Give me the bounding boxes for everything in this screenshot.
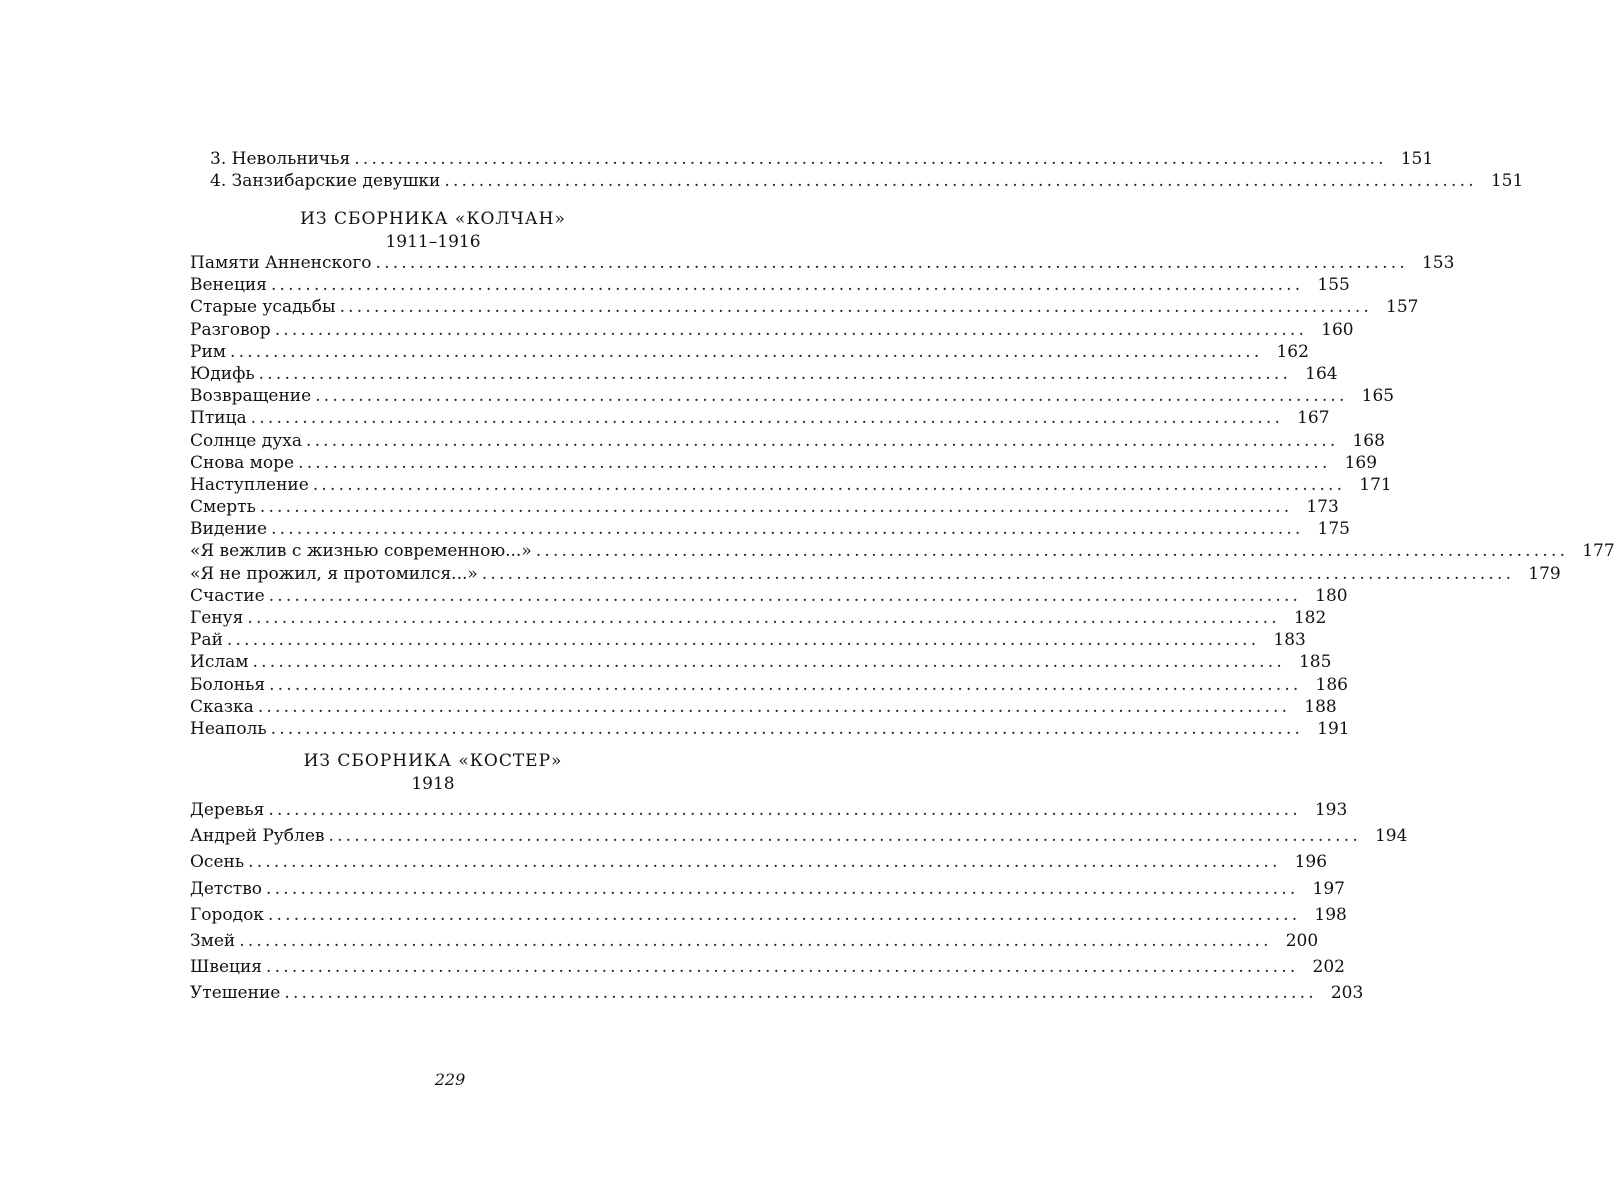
toc-entry-title: Ислам <box>190 652 249 673</box>
leader-dots: ........................................................................................................................ <box>375 253 1408 273</box>
toc-entry-page: 153 <box>1421 253 1455 273</box>
toc-entry-title: Детство <box>190 878 263 899</box>
leader-dots: ........................................................................................................................ <box>339 297 1373 318</box>
toc-entry-title: Швеция <box>190 957 263 978</box>
leader-dots: ........................................................................................................................ <box>267 904 1301 925</box>
leader-dots: ........................................................................................................................ <box>226 630 1260 651</box>
toc-entry-page: 177 <box>1582 541 1615 562</box>
toc-entry <box>190 607 1327 629</box>
toc-entry-page: 160 <box>1321 319 1354 340</box>
leader-dots: ........................................................................................................................ <box>247 608 1280 628</box>
toc-entry <box>190 430 1385 452</box>
toc-entry-title: Разговор <box>190 319 271 340</box>
toc-section-kolchan <box>190 252 1615 740</box>
leader-dots: ........................................................................................................................ <box>248 852 1281 873</box>
toc-entry-title: Наступление <box>190 474 309 495</box>
toc-entry <box>190 319 1354 341</box>
toc-entry-page: 180 <box>1315 585 1348 606</box>
section-years: 1911–1916 <box>385 232 481 252</box>
leader-dots: ........................................................................................................................ <box>535 541 1569 562</box>
toc-entry <box>190 341 1309 363</box>
toc-entry-title: Рай <box>190 630 223 651</box>
toc-entry-page: 165 <box>1361 386 1395 407</box>
leader-dots: ........................................................................................................................ <box>354 149 1387 169</box>
toc-continuation <box>190 148 1524 192</box>
toc-entry <box>190 902 1347 928</box>
toc-entry-page: 198 <box>1314 904 1347 925</box>
toc-entry-page: 171 <box>1359 474 1392 495</box>
toc-entry-page: 191 <box>1317 718 1350 739</box>
leader-dots: ........................................................................................................................ <box>315 386 1348 407</box>
toc-entry-page: 203 <box>1330 983 1364 1004</box>
toc-entry <box>190 407 1330 429</box>
toc-entry-title: Видение <box>190 519 268 540</box>
toc-entry-page: 183 <box>1273 630 1306 651</box>
toc-entry-page: 186 <box>1315 674 1348 695</box>
leader-dots: ........................................................................................................................ <box>239 930 1272 951</box>
toc-entry-page: 151 <box>1490 171 1524 192</box>
toc-entry-title: Рим <box>190 341 226 362</box>
toc-entry <box>190 540 1615 562</box>
leader-dots: ........................................................................................................................ <box>305 430 1339 451</box>
toc-entry-title: Андрей Рублев <box>190 826 325 847</box>
toc-entry <box>190 696 1337 718</box>
leader-dots: ........................................................................................................................ <box>270 718 1304 739</box>
toc-entry <box>190 563 1561 585</box>
leader-dots: ........................................................................................................................ <box>252 652 1285 673</box>
toc-entry <box>190 274 1350 296</box>
leader-dots: ........................................................................................................................ <box>250 408 1284 429</box>
leader-dots: ........................................................................................................................ <box>444 171 1477 192</box>
toc-entry-page: 185 <box>1298 652 1332 673</box>
toc-entry <box>190 518 1350 540</box>
toc-entry <box>190 718 1350 740</box>
toc-entry-title: Деревья <box>190 800 265 820</box>
toc-entry <box>190 585 1348 607</box>
leader-dots: ........................................................................................................................ <box>257 696 1291 717</box>
toc-entry <box>190 629 1306 651</box>
toc-entry <box>190 148 1434 170</box>
toc-entry-page: 182 <box>1293 608 1327 628</box>
toc-entry-title: «Я не прожил, я протомился...» <box>190 563 478 584</box>
leader-dots: ........................................................................................................................ <box>312 474 1346 495</box>
section-years: 1918 <box>411 774 455 794</box>
toc-entry <box>190 170 1524 192</box>
toc-entry <box>190 474 1392 496</box>
toc-entry-page: 157 <box>1386 297 1419 318</box>
leader-dots: ........................................................................................................................ <box>328 826 1361 847</box>
toc-entry <box>190 296 1419 318</box>
toc-entry-title: Городок <box>190 904 264 925</box>
toc-entry-title: Смерть <box>190 497 256 518</box>
leader-dots: ........................................................................................................................ <box>258 363 1292 384</box>
toc-entry <box>190 797 1348 823</box>
toc-entry <box>190 954 1345 980</box>
toc-entry-title: Венеция <box>190 275 267 296</box>
toc-entry-page: 167 <box>1297 408 1330 429</box>
toc-entry-title: Сказка <box>190 696 254 717</box>
toc-entry-title: Утешение <box>190 983 281 1004</box>
toc-entry-title: Осень <box>190 852 245 873</box>
toc-entry-title: Генуя <box>190 608 244 628</box>
toc-entry-page: 164 <box>1305 363 1338 384</box>
leader-dots: ........................................................................................................................ <box>271 519 1304 540</box>
leader-dots: ........................................................................................................................ <box>268 585 1302 606</box>
toc-entry-page: 175 <box>1317 519 1350 540</box>
toc-entry-title: Старые усадьбы <box>190 297 336 318</box>
leader-dots: ........................................................................................................................ <box>481 563 1515 584</box>
toc-entry-page: 162 <box>1276 341 1309 362</box>
toc-entry <box>190 980 1364 1006</box>
toc-entry-title: Птица <box>190 408 247 429</box>
toc-entry-page: 168 <box>1352 430 1385 451</box>
leader-dots: ........................................................................................................................ <box>274 319 1308 340</box>
toc-entry <box>190 385 1395 407</box>
toc-entry-page: 151 <box>1400 149 1434 169</box>
toc-entry-page: 196 <box>1294 852 1328 873</box>
section-heading: ИЗ СБОРНИКА «КОСТЕР» <box>303 751 563 771</box>
toc-entry <box>190 876 1345 902</box>
leader-dots: ........................................................................................................................ <box>259 497 1293 518</box>
section-heading: ИЗ СБОРНИКА «КОЛЧАН» <box>300 209 566 229</box>
toc-entry-page: 202 <box>1312 957 1345 978</box>
page-number: 229 <box>434 1070 466 1089</box>
toc-entry-page: 169 <box>1344 452 1378 473</box>
leader-dots: ........................................................................................................................ <box>268 800 1301 820</box>
toc-entry-title: Юдифь <box>190 363 255 384</box>
toc-entry-page: 179 <box>1528 563 1561 584</box>
leader-dots: ........................................................................................................................ <box>269 674 1302 695</box>
toc-entry-title: Неаполь <box>190 718 267 739</box>
toc-entry-title: Счастие <box>190 585 265 606</box>
toc-entry-title: Змей <box>190 930 236 951</box>
toc-entry <box>190 928 1319 954</box>
toc-section-kostyor <box>190 797 1408 1007</box>
toc-entry-title: Болонья <box>190 674 266 695</box>
leader-dots: ........................................................................................................................ <box>270 275 1304 296</box>
toc-entry-page: 194 <box>1374 826 1408 847</box>
toc-entry <box>190 674 1348 696</box>
leader-dots: ........................................................................................................................ <box>266 957 1299 978</box>
toc-entry-page: 197 <box>1312 878 1345 899</box>
toc-entry-page: 173 <box>1306 497 1339 518</box>
leader-dots: ........................................................................................................................ <box>284 983 1317 1004</box>
toc-entry-title: Памяти Анненского <box>190 253 372 273</box>
leader-dots: ........................................................................................................................ <box>298 452 1331 473</box>
leader-dots: ........................................................................................................................ <box>230 341 1263 362</box>
toc-entry <box>190 252 1455 274</box>
toc-entry-page: 155 <box>1317 275 1350 296</box>
leader-dots: ........................................................................................................................ <box>266 878 1299 899</box>
toc-entry-page: 188 <box>1304 696 1337 717</box>
toc-entry-title: «Я вежлив с жизнью современною...» <box>190 541 532 562</box>
toc-entry <box>190 651 1332 673</box>
toc-entry <box>190 823 1408 849</box>
toc-entry-page: 200 <box>1285 930 1319 951</box>
toc-entry-page: 193 <box>1314 800 1348 820</box>
toc-entry-title: 3. Невольничья <box>210 149 351 169</box>
toc-entry <box>190 496 1339 518</box>
toc-entry-title: Солнце духа <box>190 430 302 451</box>
toc-entry <box>190 849 1328 875</box>
toc-entry <box>190 452 1378 474</box>
toc-entry <box>190 363 1338 385</box>
toc-entry-title: Снова море <box>190 452 295 473</box>
toc-entry-title: 4. Занзибарские девушки <box>210 171 441 192</box>
toc-entry-title: Возвращение <box>190 386 312 407</box>
